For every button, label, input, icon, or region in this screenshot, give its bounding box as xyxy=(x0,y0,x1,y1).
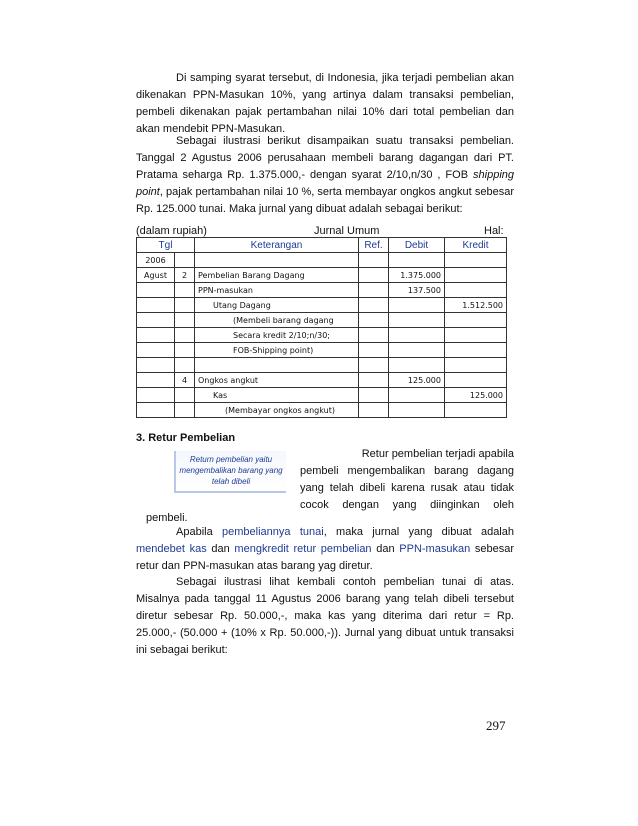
cell-desc: PPN-masukan xyxy=(195,283,359,298)
journal-unit: (dalam rupiah) xyxy=(136,225,207,237)
cell-kredit xyxy=(445,313,507,328)
cell-day xyxy=(175,388,195,403)
paragraph-retur-example xyxy=(136,574,514,659)
cell-kredit xyxy=(445,373,507,388)
section-title-retur: 3. Retur Pembelian xyxy=(136,432,236,444)
retur-line: pembeli mengembalikan barang dagang xyxy=(300,465,514,477)
table-row xyxy=(137,328,507,343)
tunai-text: dan xyxy=(371,543,400,555)
cell-ref xyxy=(359,298,389,313)
header-ref: Ref. xyxy=(359,238,389,253)
cell-ref xyxy=(359,403,389,418)
header-keterangan: Keterangan xyxy=(195,238,359,253)
cell-debit xyxy=(389,358,445,373)
cell-kredit xyxy=(445,283,507,298)
sidenote-retur-definition: Return pembelian yaitu mengembalikan barang yang telah dibeli xyxy=(174,451,286,493)
cell-ref xyxy=(359,268,389,283)
cell-desc: Pembelian Barang Dagang xyxy=(195,268,359,283)
table-row xyxy=(137,388,507,403)
cell-kredit xyxy=(445,358,507,373)
table-row xyxy=(137,343,507,358)
cell-debit xyxy=(389,388,445,403)
cell-debit: 137.500 xyxy=(389,283,445,298)
paragraph-illustration xyxy=(136,133,514,218)
cell-ref xyxy=(359,283,389,298)
cell-month xyxy=(137,373,175,388)
cell-kredit xyxy=(445,343,507,358)
journal-page-label: Hal: xyxy=(484,225,504,237)
cell-kredit xyxy=(445,403,507,418)
cell-kredit xyxy=(445,253,507,268)
paragraph-tunai xyxy=(136,524,514,575)
table-row xyxy=(137,403,507,418)
cell-month xyxy=(137,343,175,358)
cell-day xyxy=(175,283,195,298)
cell-ref xyxy=(359,253,389,268)
cell-month: Agust xyxy=(137,268,175,283)
paragraph-ppn-masukan xyxy=(136,70,514,138)
illustration-text-2: , pajak pertambahan nilai 10 %, serta membayar ongkos angkut sebesar Rp. 125.000 tunai. Maka jurnal yang dibuat adalah sebagai berikut: xyxy=(136,186,514,215)
paragraph-ppn-text: Di samping syarat tersebut, di Indonesia, jika terjadi pembelian akan dikenakan PPN-Masukan 10%, yang artinya dalam transaksi pembelian, pembeli dikenakan pajak pertambahan nilai 10% dari total pembelian dan akan mendebit PPN-Masukan. xyxy=(136,72,514,135)
cell-month xyxy=(137,283,175,298)
cell-desc: Secara kredit 2/10;n/30; xyxy=(195,328,359,343)
term-mengkredit-retur: mengkredit retur pembelian xyxy=(234,543,372,555)
table-row xyxy=(137,253,507,268)
retur-paragraph-side xyxy=(300,446,514,514)
tunai-text: Apabila xyxy=(176,526,223,538)
cell-kredit xyxy=(445,328,507,343)
retur-line: cocok dengan yang diinginkan oleh xyxy=(300,499,514,511)
cell-month xyxy=(137,358,175,373)
cell-day xyxy=(175,253,195,268)
tunai-text: dan xyxy=(206,543,235,555)
cell-desc: FOB-Shipping point) xyxy=(195,343,359,358)
cell-debit xyxy=(389,343,445,358)
cell-month xyxy=(137,388,175,403)
header-tgl: Tgl xyxy=(137,238,195,253)
journal-table xyxy=(136,237,507,418)
cell-ref xyxy=(359,358,389,373)
cell-day xyxy=(175,358,195,373)
cell-ref xyxy=(359,373,389,388)
cell-day: 4 xyxy=(175,373,195,388)
tunai-text: , maka jurnal yang dibuat adalah xyxy=(323,526,514,538)
cell-desc xyxy=(195,253,359,268)
cell-ref xyxy=(359,388,389,403)
journal-table-header xyxy=(137,238,507,253)
term-ppn-masukan: PPN-masukan xyxy=(399,543,471,555)
cell-month xyxy=(137,403,175,418)
table-row xyxy=(137,298,507,313)
cell-day xyxy=(175,343,195,358)
cell-debit xyxy=(389,313,445,328)
cell-month xyxy=(137,298,175,313)
cell-kredit xyxy=(445,268,507,283)
journal-title: Jurnal Umum xyxy=(314,225,380,237)
cell-day xyxy=(175,313,195,328)
table-row xyxy=(137,358,507,373)
cell-kredit: 125.000 xyxy=(445,388,507,403)
cell-debit xyxy=(389,403,445,418)
cell-day: 2 xyxy=(175,268,195,283)
cell-day xyxy=(175,328,195,343)
cell-desc xyxy=(195,358,359,373)
table-row xyxy=(137,283,507,298)
cell-debit xyxy=(389,298,445,313)
table-row xyxy=(137,313,507,328)
illustration-text-1: Sebagai ilustrasi berikut disampaikan suatu transaksi pembelian. Tanggal 2 Agustus 2006 perusahaan membeli barang dagangan dari PT. Pratama seharga Rp. 1.375.000,- dengan syarat 2/10,n/30 , FOB xyxy=(136,135,514,181)
term-mendebet-kas: mendebet kas xyxy=(136,543,207,555)
cell-desc: (Membeli barang dagang xyxy=(195,313,359,328)
cell-ref xyxy=(359,328,389,343)
cell-debit xyxy=(389,328,445,343)
retur-line: Retur pembelian terjadi apabila xyxy=(361,448,514,460)
cell-debit xyxy=(389,253,445,268)
cell-desc: Kas xyxy=(195,388,359,403)
table-row xyxy=(137,268,507,283)
cell-debit: 125.000 xyxy=(389,373,445,388)
cell-desc: Utang Dagang xyxy=(195,298,359,313)
header-debit: Debit xyxy=(389,238,445,253)
cell-day xyxy=(175,403,195,418)
cell-desc: Ongkos angkut xyxy=(195,373,359,388)
cell-month: 2006 xyxy=(137,253,175,268)
retur-line: yang telah dibeli karena rusak atau tidak xyxy=(300,482,514,494)
cell-desc: (Membayar ongkos angkut) xyxy=(195,403,359,418)
cell-ref xyxy=(359,313,389,328)
retur-paragraph-end: pembeli. xyxy=(146,512,188,524)
term-pembelian-tunai: pembeliannya tunai xyxy=(222,526,324,538)
cell-month xyxy=(137,313,175,328)
retur-example-text: Sebagai ilustrasi lihat kembali contoh pembelian tunai di atas. Misalnya pada tanggal 11 Agustus 2006 barang yang telah dibeli tersebut diretur sebesar Rp. 50.000,-, maka kas yang diterima dari retur = Rp. 25.000,- (50.000 + (10% x Rp. 50.000,-)). Jurnal yang dibuat untuk transaksi ini sebagai berikut: xyxy=(136,576,514,656)
header-kredit: Kredit xyxy=(445,238,507,253)
cell-kredit: 1.512.500 xyxy=(445,298,507,313)
cell-day xyxy=(175,298,195,313)
cell-debit: 1.375.000 xyxy=(389,268,445,283)
page-number: 297 xyxy=(486,718,506,733)
illustration-italic: shipping point xyxy=(136,169,514,198)
cell-month xyxy=(137,328,175,343)
cell-ref xyxy=(359,343,389,358)
table-row xyxy=(137,373,507,388)
tunai-text: sebesar retur dan PPN-masukan atas barang yag diretur. xyxy=(136,543,514,572)
